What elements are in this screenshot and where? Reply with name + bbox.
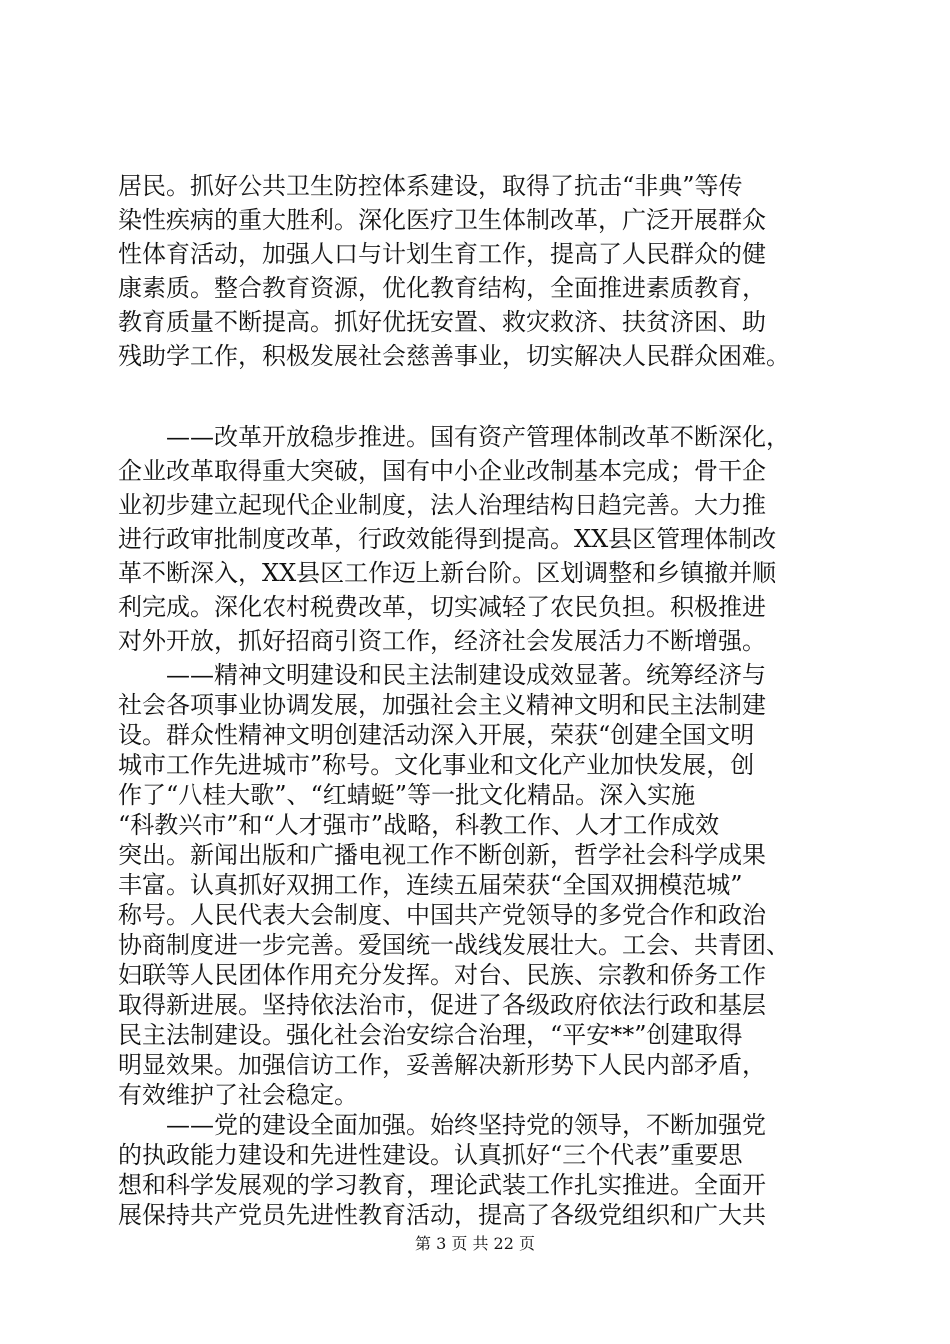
paragraph-4-line-3: 想和科学发展观的学习教育，理论武装工作扎实推进。全面开 (118, 1171, 766, 1199)
paragraph-2-line-6: 利完成。深化农村税费改革，切实减轻了农民负担。积极推进 (118, 593, 766, 621)
page-number-footer: 第 3 页 共 22 页 (415, 1234, 535, 1253)
paragraph-4-line-2: 的执政能力建设和先进性建设。认真抓好“三个代表”重要思 (118, 1141, 743, 1169)
paragraph-1-line-3: 性体育活动，加强人口与计划生育工作，提高了人民群众的健 (118, 240, 766, 268)
paragraph-3-line-9: 称号。人民代表大会制度、中国共产党领导的多党合作和政治 (118, 901, 766, 929)
paragraph-3-line-15: 有效维护了社会稳定。 (118, 1081, 358, 1109)
paragraph-3-line-14: 明显效果。加强信访工作，妥善解决新形势下人民内部矛盾， (118, 1051, 766, 1079)
paragraph-2-line-3: 业初步建立起现代企业制度，法人治理结构日趋完善。大力推 (118, 491, 766, 519)
paragraph-3-line-5: 作了“八桂大歌”、“红蜻蜓”等一批文化精品。深入实施 (118, 781, 696, 809)
paragraph-3-line-13: 民主法制建设。强化社会治安综合治理，“平安**”创建取得 (118, 1021, 743, 1049)
paragraph-3-line-10: 协商制度进一步完善。爱国统一战线发展壮大。工会、共青团、 (118, 931, 790, 959)
paragraph-3-line-8: 丰富。认真抓好双拥工作，连续五届荣获“全国双拥模范城” (118, 871, 743, 899)
paragraph-3-line-1: ——精神文明建设和民主法制建设成效显著。统筹经济与 (166, 661, 766, 689)
paragraph-2-line-4: 进行政审批制度改革，行政效能得到提高。XX县区管理体制改 (118, 525, 777, 553)
paragraph-1-line-2: 染性疾病的重大胜利。深化医疗卫生体制改革，广泛开展群众 (118, 206, 766, 234)
paragraph-2-line-5: 革不断深入，XX县区工作迈上新台阶。区划调整和乡镇撤并顺 (118, 559, 777, 587)
paragraph-3-line-12: 取得新进展。坚持依法治市，促进了各级政府依法行政和基层 (118, 991, 766, 1019)
paragraph-1-line-4: 康素质。整合教育资源，优化教育结构，全面推进素质教育， (118, 274, 766, 302)
paragraph-3-line-2: 社会各项事业协调发展，加强社会主义精神文明和民主法制建 (118, 691, 766, 719)
paragraph-1-line-6: 残助学工作，积极发展社会慈善事业，切实解决人民群众困难。 (118, 342, 790, 370)
paragraph-3-line-4: 城市工作先进城市”称号。文化事业和文化产业加快发展，创 (118, 751, 755, 779)
paragraph-3-line-7: 突出。新闻出版和广播电视工作不断创新，哲学社会科学成果 (118, 841, 766, 869)
paragraph-2-line-2: 企业改革取得重大突破，国有中小企业改制基本完成；骨干企 (118, 457, 766, 485)
paragraph-2-line-1: ——改革开放稳步推进。国有资产管理体制改革不断深化， (166, 423, 790, 451)
paragraph-1-line-5: 教育质量不断提高。抓好优抚安置、救灾救济、扶贫济困、助 (118, 308, 766, 336)
paragraph-3-line-11: 妇联等人民团体作用充分发挥。对台、民族、宗教和侨务工作 (118, 961, 766, 989)
paragraph-2-line-7: 对外开放，抓好招商引资工作，经济社会发展活力不断增强。 (118, 627, 766, 655)
paragraph-3-line-3: 设。群众性精神文明创建活动深入开展，荣获“创建全国文明 (118, 721, 755, 749)
paragraph-4-line-4: 展保持共产党员先进性教育活动，提高了各级党组织和广大共 (118, 1201, 766, 1229)
paragraph-4-line-1: ——党的建设全面加强。始终坚持党的领导，不断加强党 (166, 1111, 766, 1139)
paragraph-3-line-6: “科教兴市”和“人才强市”战略，科教工作、人才工作成效 (118, 811, 720, 839)
paragraph-1-line-1: 居民。抓好公共卫生防控体系建设，取得了抗击“非典”等传 (118, 172, 743, 200)
